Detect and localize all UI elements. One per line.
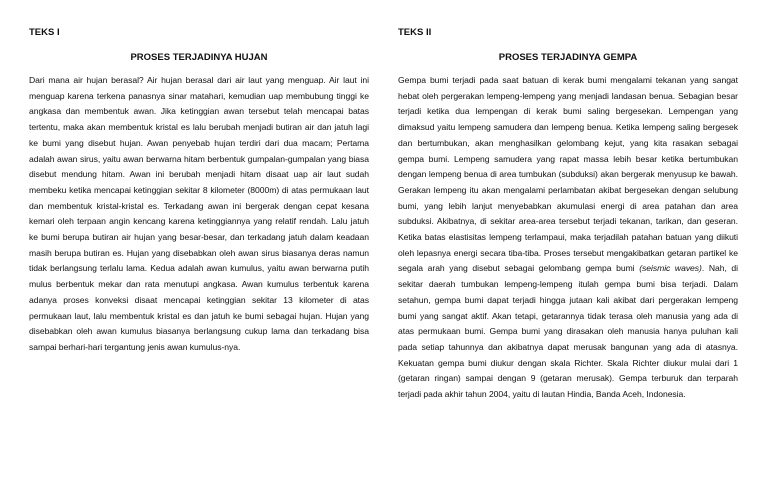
teks-1-title: PROSES TERJADINYA HUJAN <box>130 52 268 63</box>
teks-2-column <box>398 27 738 403</box>
teks-2-body-part1: Gempa bumi terjadi pada saat batuan di kerak bumi mengalami tekanan yang sangat hebat oleh pergerakan lempeng-lempeng yang menjadi landasan benua. Sebagian besar terjadi ketika dua lempengan di kerak bumi saling bergesekan. Lempengan yang dimaksud yaitu lempeng samudera dan lempeng benua. Ketika lempeng saling bergesek dan bertumbukan, akan menghasilkan gelombang kejut, yang kita rasakan sebagai gempa bumi. Lempeng samudera yang rapat massa lebih besar ketika bertumbukan dengan lempeng benua di area tumbukan (subduksi) akan bergerak menyusup ke bawah. Gerakan lempeng itu akan mengalami perlambatan akibat bergesekan dengan selubung bumi, yang lebih lanjut menyebabkan akumulasi energi di area patahan dan area subduksi. Akibatnya, di sekitar area-area tersebut terjadi tekanan, tarikan, dan geseran. Ketika batas elastisitas lempeng terlampaui, maka terjadilah patahan batuan yang diikuti oleh lepasnya energi secara tiba-tiba. Proses tersebut mengakibatkan getaran partikel ke segala arah yang disebut sebagai gelombang gempa bumi <box>398 75 738 274</box>
teks-2-body <box>398 73 738 403</box>
teks-2-title: PROSES TERJADINYA GEMPA <box>498 52 638 63</box>
teks-2-label: TEKS II <box>398 27 432 38</box>
teks-1-label: TEKS I <box>29 27 60 38</box>
teks-2-body-part2: . Nah, di sekitar daerah tumbukan lempeng-lempeng itulah gempa bumi bisa terjadi. Dalam setahun, gempa bumi dapat terjadi hingga jutaan kali akibat dari pergerakan lempeng bumi yang sangat aktif. Akan tetapi, getarannya tidak terasa oleh manusia yang ada di atas permukaan bumi. Gempa bumi yang dirasakan oleh manusia hanya puluhan kali pada setiap tahunnya dan akibatnya dapat merusak bangunan yang ada di atasnya. Kekuatan gempa bumi diukur dengan skala Richter. Skala Richter diukur mulai dari 1 (getaran ringan) sampai dengan 9 (getaran merusak). Gempa terburuk dan terparah terjadi pada akhir tahun 2004, yaitu di lautan Hindia, Banda Aceh, Indonesia. <box>398 263 739 400</box>
teks-1-column <box>29 27 369 356</box>
teks-2-body-italic: (seismic waves) <box>639 263 702 274</box>
teks-1-body: Dari mana air hujan berasal? Air hujan berasal dari air laut yang menguap. Air laut ini menguap karena terkena panasnya sinar matahari, kemudian uap membubung tinggi ke angkasa dan membentuk awan. Jika ketinggian awan tersebut telah mencapai batas tertentu, maka akan membentuk kristal es lalu berubah menjadi butiran air dan jatuh lagi ke bumi yang disebut hujan. Awan penyebab hujan terdiri dari dua macam; Pertama adalah awan sirus, yaitu awan berwarna hitam berbentuk gumpalan-gumpalan yang biasa disebut mendung hitam. Awan ini berubah menjadi hitam disaat uap air laut sudah membeku ketika mencapai ketinggian sekitar 8 kilometer (8000m) di atas permukaan laut dan membentuk kristal-kristal es. Terkadang awan ini bergerak dengan cepat kesana kemari oleh terpaan angin kencang karena ketinggiannya yang relatif rendah. Lalu jatuh ke bumi berupa butiran air hujan yang besar-besar, dan terkadang jatuh dalam keadaan masih berupa butiran es. Hujan yang disebabkan oleh awan sirus biasanya deras namun tidak berlangsung terlalu lama. Kedua adalah awan kumulus, yaitu awan berwarna putih mulus berbentuk mekar dan rata menutupi angkasa. Awan kumulus terbentuk karena adanya proses konveksi disaat mencapai ketinggian sekitar 13 kilometer di atas permukaan laut, lalu membentuk kristal es dan jatuh ke bumi sebagai hujan. Hujan yang disebabkan oleh awan kumulus biasanya berlangsung cukup lama dan terkadang bisa sampai berhari-hari tergantung jenis awan kumulus-nya. <box>29 75 369 352</box>
